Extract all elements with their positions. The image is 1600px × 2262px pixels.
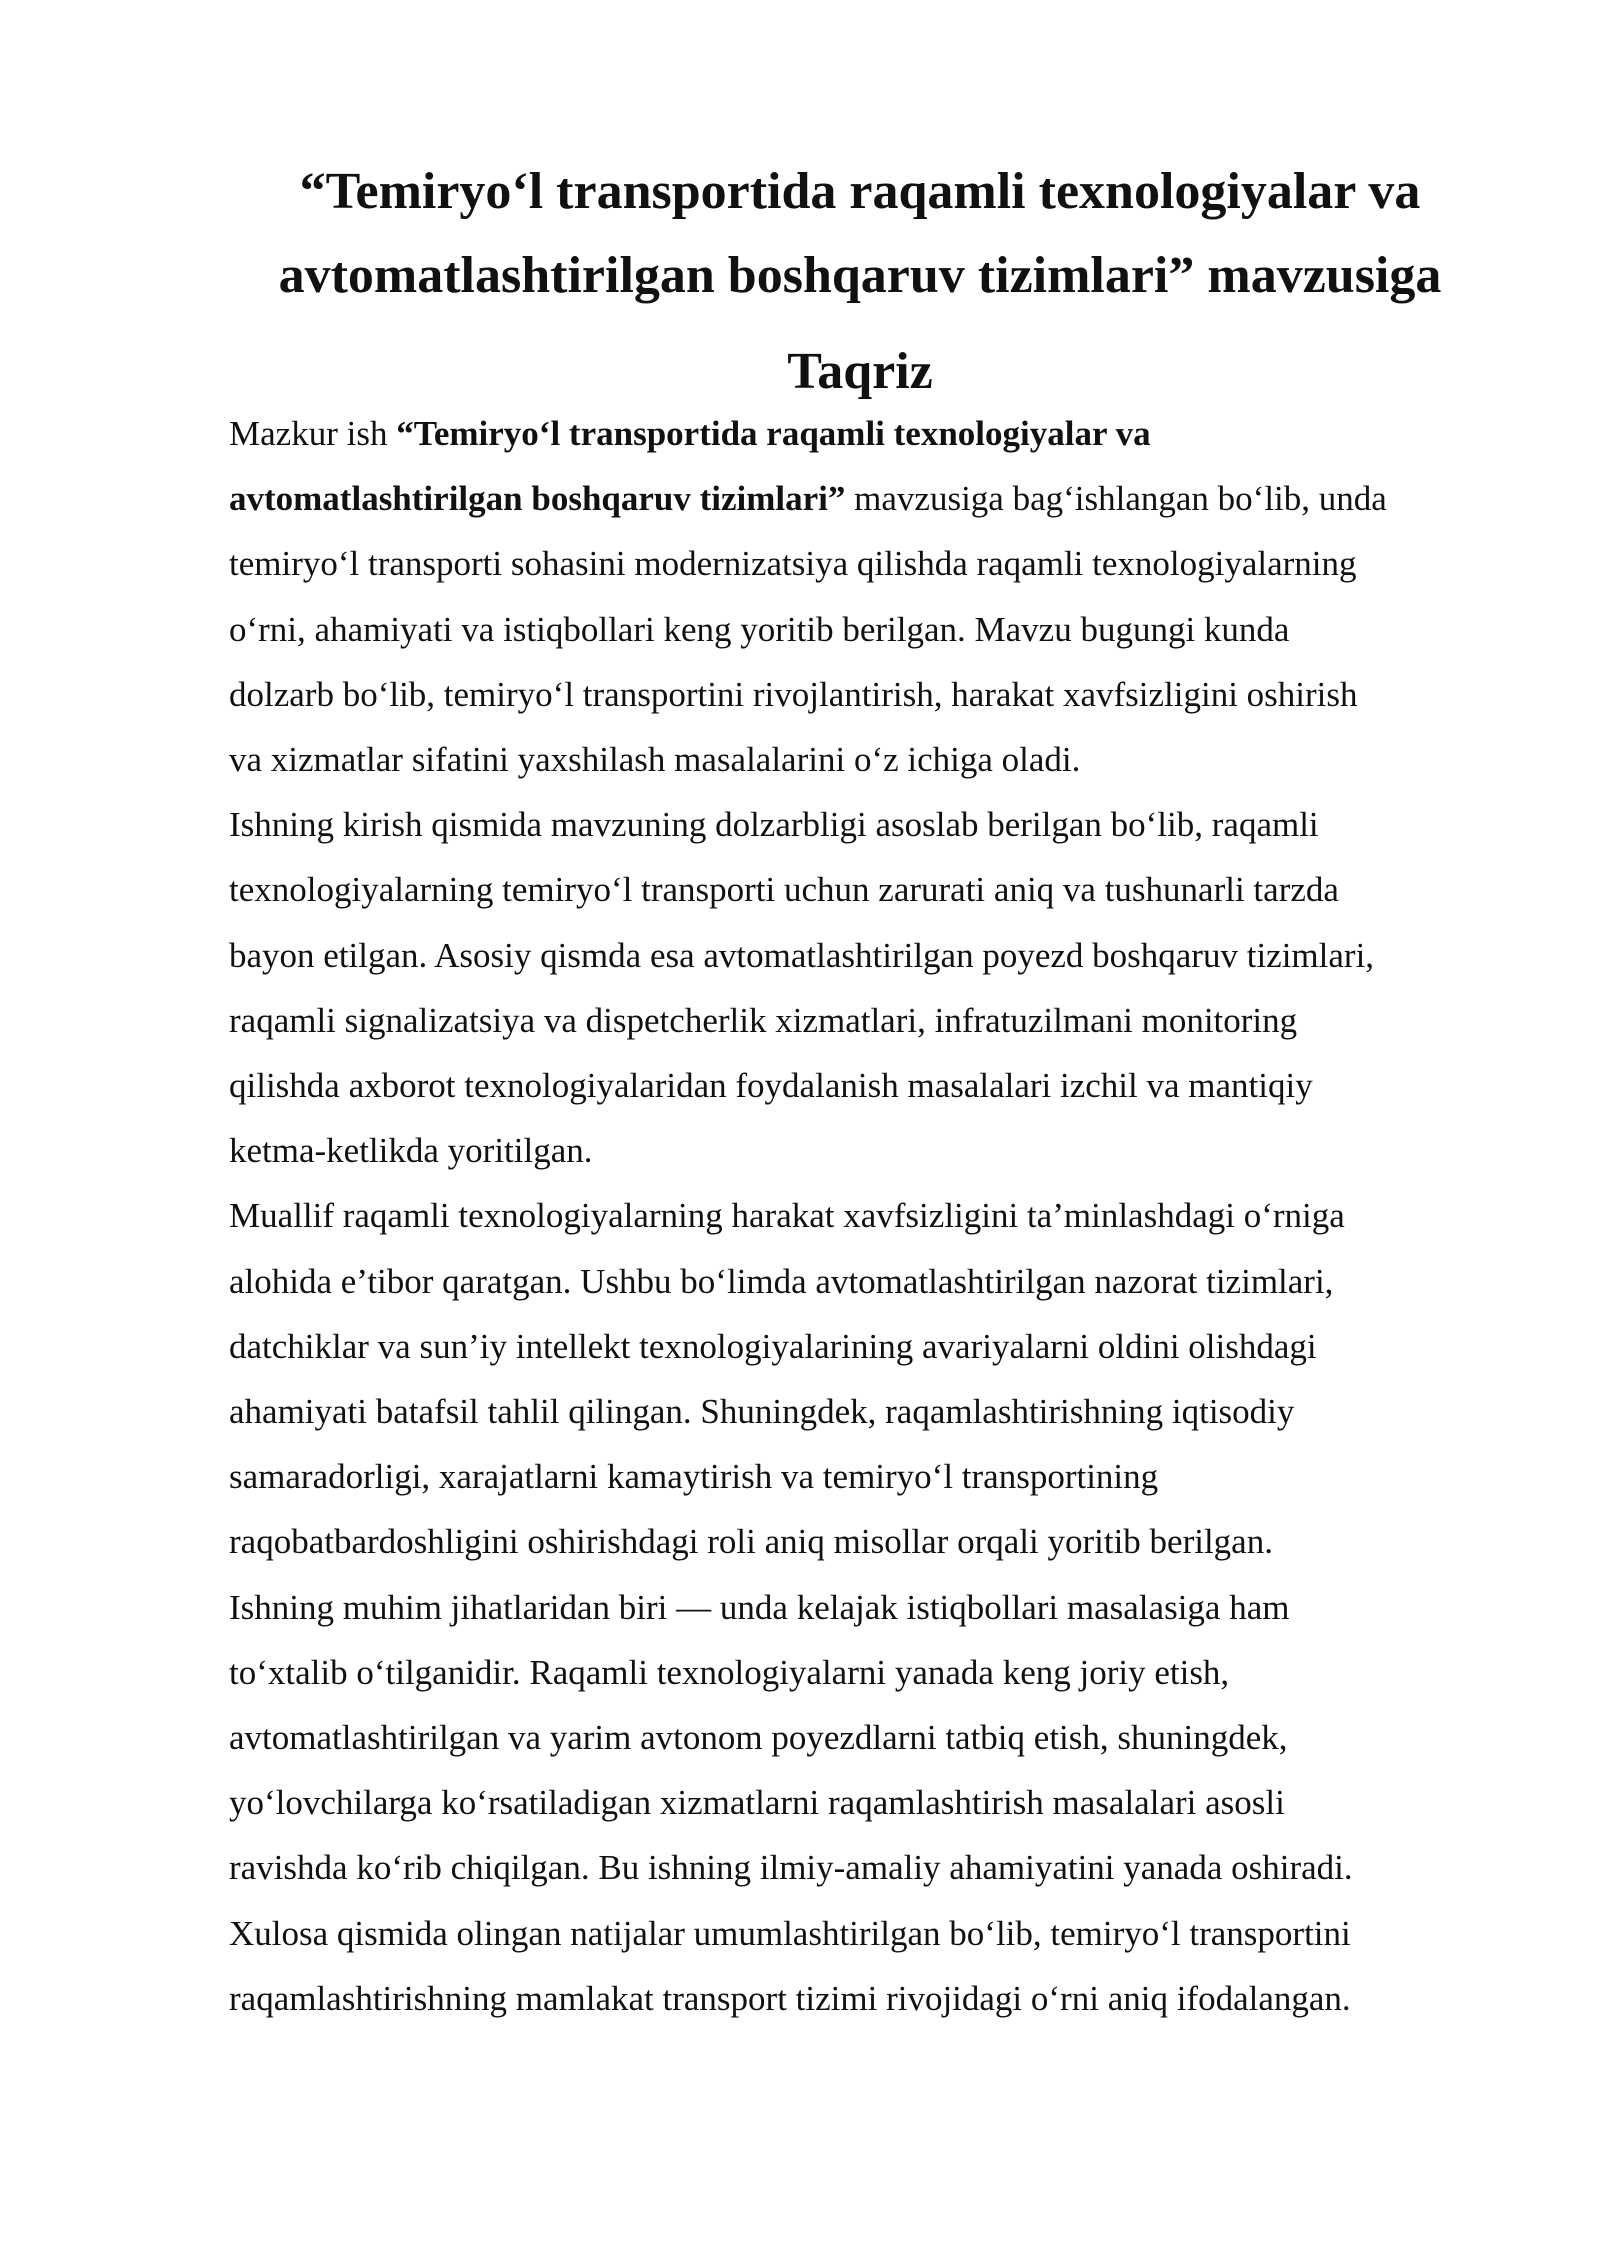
- paragraph: [229, 1901, 1529, 2031]
- text-line: [229, 1835, 1529, 1900]
- text-line: [229, 857, 1529, 922]
- paragraph: [229, 1575, 1529, 1901]
- text-segment: alohida e’tibor qaratgan. Ushbu bo‘limda avtomatlashtirilgan nazorat tizimlari,: [229, 1261, 1334, 1301]
- text-line: [229, 597, 1529, 662]
- document-subtitle: Taqriz: [787, 343, 933, 400]
- text-line: [229, 531, 1529, 596]
- text-segment: to‘xtalib o‘tilganidir. Raqamli texnologiyalarni yanada keng joriy etish,: [229, 1652, 1230, 1692]
- text-segment: datchiklar va sun’iy intellekt texnologiyalarining avariyalarni oldini olishdagi: [229, 1326, 1317, 1366]
- text-segment: texnologiyalarning temiryo‘l transporti uchun zarurati aniq va tushunarli tarzda: [229, 870, 1339, 910]
- document-title-line-1: “Temiryo‘l transportida raqamli texnologiyalar va: [299, 163, 1421, 220]
- text-line: [229, 1770, 1529, 1835]
- title-block: [200, 150, 1520, 414]
- text-segment: raqamlashtirishning mamlakat transport tizimi rivojidagi o‘rni aniq ifodalangan.: [229, 1978, 1351, 2018]
- text-segment: raqamli signalizatsiya va dispetcherlik xizmatlari, infratuzilmani monitoring: [229, 1000, 1298, 1040]
- text-segment: Xulosa qismida olingan natijalar umumlashtirilgan bo‘lib, temiryo‘l transportini: [229, 1913, 1351, 1953]
- text-segment: samaradorligi, xarajatlarni kamaytirish va temiryo‘l transportining: [229, 1457, 1159, 1497]
- text-line: [229, 1314, 1529, 1379]
- text-segment: dolzarb bo‘lib, temiryo‘l transportini rivojlantirish, harakat xavfsizligini oshirish: [229, 674, 1358, 714]
- text-line: [229, 1053, 1529, 1118]
- text-line: [229, 1705, 1529, 1770]
- text-segment: Ishning kirish qismida mavzuning dolzarbligi asoslab berilgan bo‘lib, raqamli: [229, 805, 1319, 845]
- text-line: [229, 1183, 1529, 1248]
- text-line: [229, 662, 1529, 727]
- text-segment: temiryo‘l transporti sohasini modernizatsiya qilishda raqamli texnologiyalarning: [229, 544, 1357, 584]
- document-title-line-2: avtomatlashtirilgan boshqaruv tizimlari” mavzusiga: [278, 247, 1442, 304]
- text-line: [229, 923, 1529, 988]
- text-segment: o‘rni, ahamiyati va istiqbollari keng yoritib berilgan. Mavzu bugungi kunda: [229, 609, 1290, 649]
- text-segment: ahamiyati batafsil tahlil qilingan. Shuningdek, raqamlashtirishning iqtisodiy: [229, 1392, 1295, 1432]
- paragraph: [229, 792, 1529, 1183]
- text-line: [229, 466, 1529, 531]
- text-segment: bayon etilgan. Asosiy qismda esa avtomatlashtirilgan poyezd boshqaruv tizimlari,: [229, 935, 1375, 975]
- text-line: [229, 1640, 1529, 1705]
- text-segment: Muallif raqamli texnologiyalarning harakat xavfsizligini ta’minlashdagi o‘rniga: [229, 1196, 1345, 1236]
- text-segment: qilishda axborot texnologiyalaridan foydalanish masalalari izchil va mantiqiy: [229, 1066, 1313, 1106]
- bold-text-segment: “Temiryo‘l transportida raqamli texnologiyalar va: [396, 414, 1151, 453]
- text-line: [229, 1118, 1529, 1183]
- text-line: [229, 727, 1529, 792]
- text-line: [229, 1444, 1529, 1509]
- text-line: [229, 1966, 1529, 2031]
- paragraph: [229, 401, 1529, 792]
- text-line: [229, 988, 1529, 1053]
- text-segment: ketma-ketlikda yoritilgan.: [229, 1131, 593, 1171]
- text-segment: yo‘lovchilarga ko‘rsatiladigan xizmatlarni raqamlashtirish masalalari asosli: [229, 1783, 1285, 1823]
- text-line: [229, 401, 1529, 466]
- text-line: [229, 1249, 1529, 1314]
- text-line: [229, 1901, 1529, 1966]
- text-segment: ravishda ko‘rib chiqilgan. Bu ishning ilmiy-amaliy ahamiyatini yanada oshiradi.: [229, 1848, 1353, 1888]
- text-segment: raqobatbardoshligini oshirishdagi roli aniq misollar orqali yoritib berilgan.: [229, 1522, 1273, 1562]
- text-segment: va xizmatlar sifatini yaxshilash masalalarini o‘z ichiga oladi.: [229, 740, 1081, 780]
- text-line: [229, 792, 1529, 857]
- text-segment: Ishning muhim jihatlaridan biri — unda kelajak istiqbollari masalasiga ham: [229, 1587, 1290, 1627]
- text-segment: avtomatlashtirilgan va yarim avtonom poyezdlarni tatbiq etish, shuningdek,: [229, 1718, 1288, 1758]
- paragraph: [229, 1183, 1529, 1574]
- text-segment: Mazkur ish: [229, 414, 397, 453]
- text-segment: mavzusiga bag‘ishlangan bo‘lib, unda: [845, 479, 1387, 519]
- text-line: [229, 1379, 1529, 1444]
- text-line: [229, 1509, 1529, 1574]
- document-body: [229, 401, 1529, 2031]
- bold-text-segment: avtomatlashtirilgan boshqaruv tizimlari”: [229, 479, 846, 519]
- text-line: [229, 1575, 1529, 1640]
